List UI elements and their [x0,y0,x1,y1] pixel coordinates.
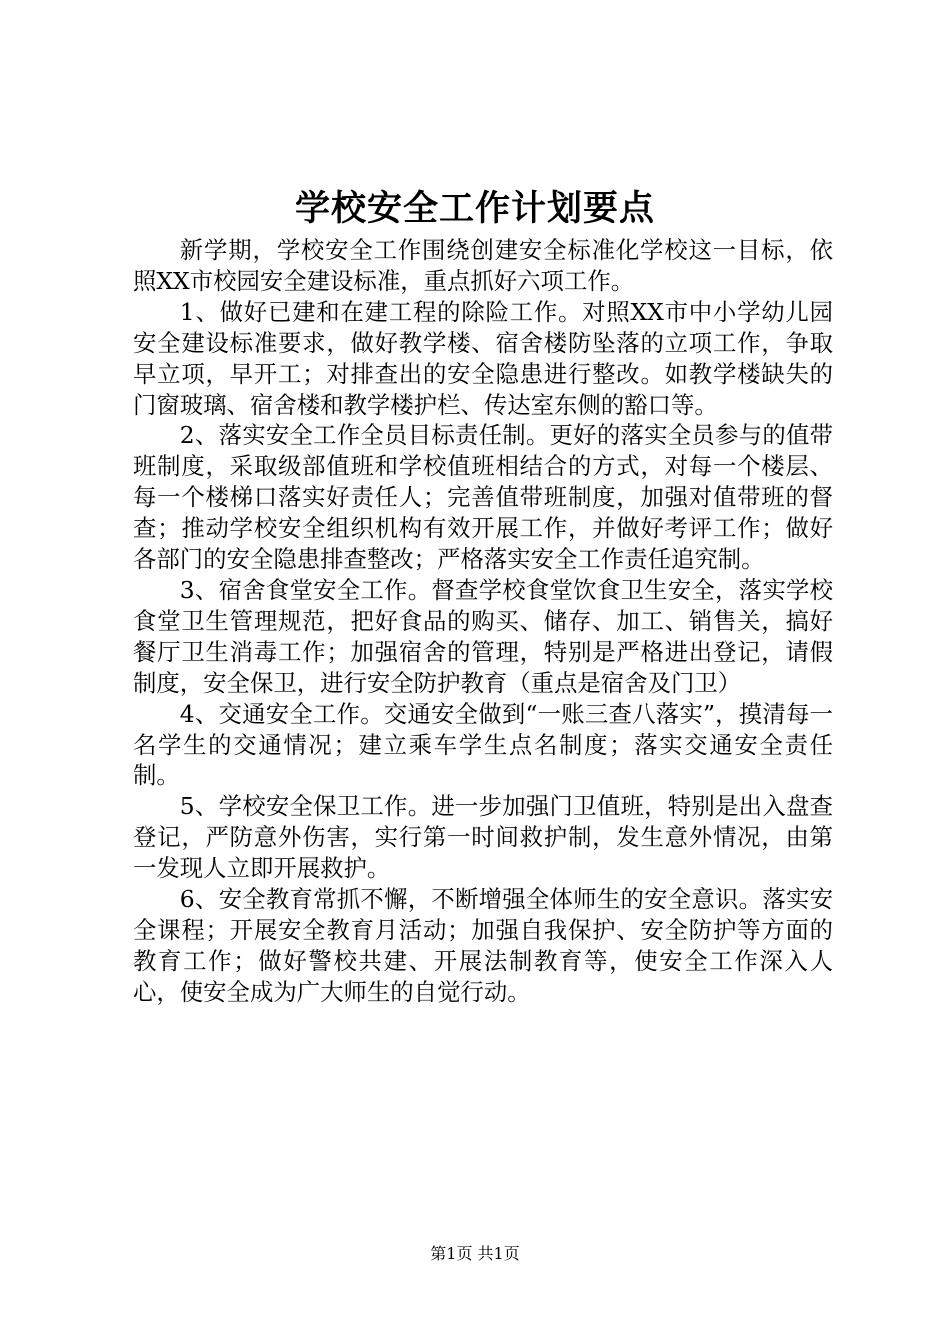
page-footer: 第1页 共1页 [430,1244,520,1263]
item-5-paragraph: 5、学校安全保卫工作。进一步加强门卫值班，特别是出入盘查登记，严防意外伤害，实行第一时间救护制，发生意外情况，由第一发现人立即开展救护。 [133,792,833,883]
item-6-paragraph: 6、安全教育常抓不懈，不断增强全体师生的安全意识。落实安全课程；开展安全教育月活动；加强自我保护、安全防护等方面的教育工作；做好警校共建、开展法制教育等，使安全工作深入人心，使安全成为广大师生的自觉行动。 [133,885,833,1006]
item-3-paragraph: 3、宿舍食堂安全工作。督查学校食堂饮食卫生安全，落实学校食堂卫生管理规范，把好食品的购买、储存、加工、销售关，搞好餐厅卫生消毒工作；加强宿舍的管理，特别是严格进出登记，请假制度，安全保卫，进行安全防护教育（重点是宿舍及门卫） [133,575,833,697]
item-2-paragraph: 2、落实安全工作全员目标责任制。更好的落实全员参与的值带班制度，采取级部值班和学校值班相结合的方式，对每一个楼层、每一个楼梯口落实好责任人；完善值带班制度，加强对值带班的督查；推动学校安全组织机构有效开展工作，并做好考评工作；做好各部门的安全隐患排查整改；严格落实安全工作责任追究制。 [133,421,833,574]
document-body [133,235,833,1008]
item-4-paragraph: 4、交通安全工作。交通安全做到“一账三查八落实”，摸清每一名学生的交通情况；建立乘车学生点名制度；落实交通安全责任制。 [133,699,833,790]
item-1-paragraph: 1、做好已建和在建工程的除险工作。对照XX市中小学幼儿园安全建设标准要求，做好教学楼、宿舍楼防坠落的立项工作，争取早立项，早开工；对排查出的安全隐患进行整改。如教学楼缺失的门窗玻璃、宿舍楼和教学楼护栏、传达室东侧的豁口等。 [133,297,833,419]
intro-paragraph: 新学期，学校安全工作围绕创建安全标准化学校这一目标，依照XX市校园安全建设标准，重点抓好六项工作。 [133,236,833,295]
document-title: 学校安全工作计划要点 [294,188,655,229]
